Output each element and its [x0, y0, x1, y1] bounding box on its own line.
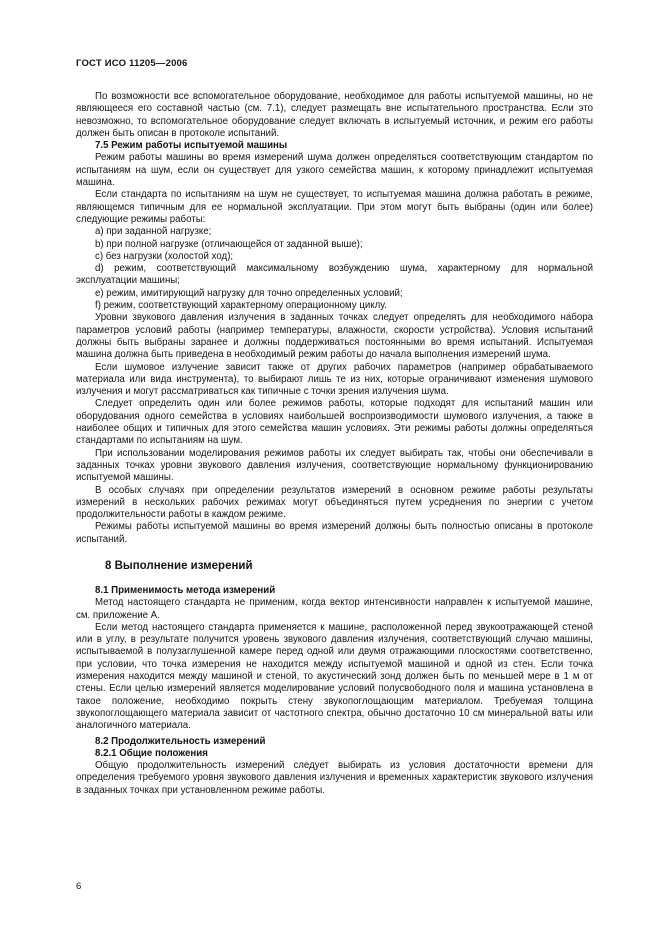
list-item: f) режим, соответствующий характерному операционному циклу. — [95, 300, 387, 312]
subsection-heading: 8.2.1 Общие положения — [95, 747, 208, 759]
document-header: ГОСТ ИСО 11205—2006 — [76, 58, 188, 69]
page-number: 6 — [76, 881, 82, 892]
list-item: b) при полной нагрузке (отличающейся от заданной выше); — [95, 238, 363, 250]
paragraph: При использовании моделирования режимов работы их следует выбирать так, чтобы они обеспечивали в заданных точках уровни звукового давления излучения, соответствующие нормальному функционированию испытуемой машины. — [76, 447, 593, 484]
subsection-heading: 8.1 Применимость метода измерений — [95, 584, 276, 596]
list-item: d) режим, соответствующий максимальному возбуждению шума, характерному для нормальной эксплуатации машины; — [76, 263, 593, 287]
paragraph: В особых случаях при определении результатов измерений в основном режиме работы результаты измерений в нескольких рабочих режимах могут объединяться путем усреднения по энергии с учетом продолжительности работы в каждом режиме. — [76, 484, 593, 521]
subsection-heading: 7.5 Режим работы испытуемой машины — [95, 140, 288, 152]
paragraph: Уровни звукового давления излучения в заданных точках следует определять для необходимого набора параметров условий работы (например температуры, влажности, скорости устройства). Условия испытаний должны быть выбраны заранее и должны поддерживаться постоянными во время испытаний. Испытуемая машина должна быть приведена в необходимый режим работы до начала выполнения измерений шума. — [76, 312, 593, 361]
paragraph: Режимы работы испытуемой машины во время измерений должны быть полностью описаны в протоколе испытаний. — [76, 521, 593, 545]
paragraph: Общую продолжительность измерений следует выбирать из условия достаточности времени для определения требуемого уровня звукового давления излучения и временных характеристик звукового излучения в заданных точках при установленном режиме работы. — [76, 760, 593, 796]
subsection-heading: 8.2 Продолжительность измерений — [95, 735, 266, 747]
paragraph: Режим работы машины во время измерений шума должен определяться соответствующим стандартом по испытаниям на шум, если он существует для узкого семейства машин, к которому принадлежит испытуемая машина. — [76, 152, 593, 189]
paragraph: По возможности все вспомогательное оборудование, необходимое для работы испытуемой машины, но не являющееся его составной частью (см. 7.1), следует размещать вне испытательного пространства. Если это невозможно, то вспомогательное оборудование следует включать в испытуемый источник, и режим его работы должен быть описан в протоколе испытаний. — [76, 91, 593, 139]
document-content — [76, 91, 593, 797]
list-item: a) при заданной нагрузке; — [95, 226, 212, 238]
section-heading: 8 Выполнение измерений — [105, 559, 253, 572]
list-item: c) без нагрузки (холостой ход); — [95, 250, 234, 262]
paragraph: Если метод настоящего стандарта применяется к машине, расположенной перед звукоотражающей стеной или в углу, в результате получится уровень звукового давления излучения, соответствующий случаю машины, испытываемой в полузаглушенной камере перед одной или двумя отражающими плоскостями соответственно, при условии, что точка измерения не находится между испытуемой машиной и одной из стен. Если точка измерения находится между машиной и стеной, то акустический зонд должен быть по меньшей мере в 1 м от стены. Если целью измерений является моделирование условий полусвободного поля и машина установлена в такое положение, необходимо покрыть стену звукопоглощающим материалом. Требуемая толщина звукопоглощающего материала зависит от частотного спектра, обычно достаточно 10 см минеральной ваты или аналогичного материала. — [76, 621, 593, 732]
paragraph: Следует определить один или более режимов работы, которые подходят для испытаний машин или оборудования одного семейства в условиях наибольшей воспроизводимости шумового излучения, а также в наиболее общих и типичных для этого семейства машин условиях. Эти режимы работы должны определяться стандартами по испытаниям на шум. — [76, 398, 593, 447]
paragraph: Если стандарта по испытаниям на шум не существует, то испытуемая машина должна работать в режиме, являющемся типичным для ее нормальной эксплуатации. При этом могут быть выбраны (один или более) следующие режимы работы: — [76, 189, 593, 225]
paragraph: Метод настоящего стандарта не применим, когда вектор интенсивности направлен к испытуемой машине, см. приложение А. — [76, 597, 593, 621]
paragraph: Если шумовое излучение зависит также от других рабочих параметров (например обрабатываемого материала или вида инструмента), то выбирают лишь те из них, которые ограничивают изменения шумового излучения и могут рассматриваться как типичные с точки зрения излучения шума. — [76, 361, 593, 398]
list-item: e) режим, имитирующий нагрузку для точно определенных условий; — [95, 287, 403, 299]
